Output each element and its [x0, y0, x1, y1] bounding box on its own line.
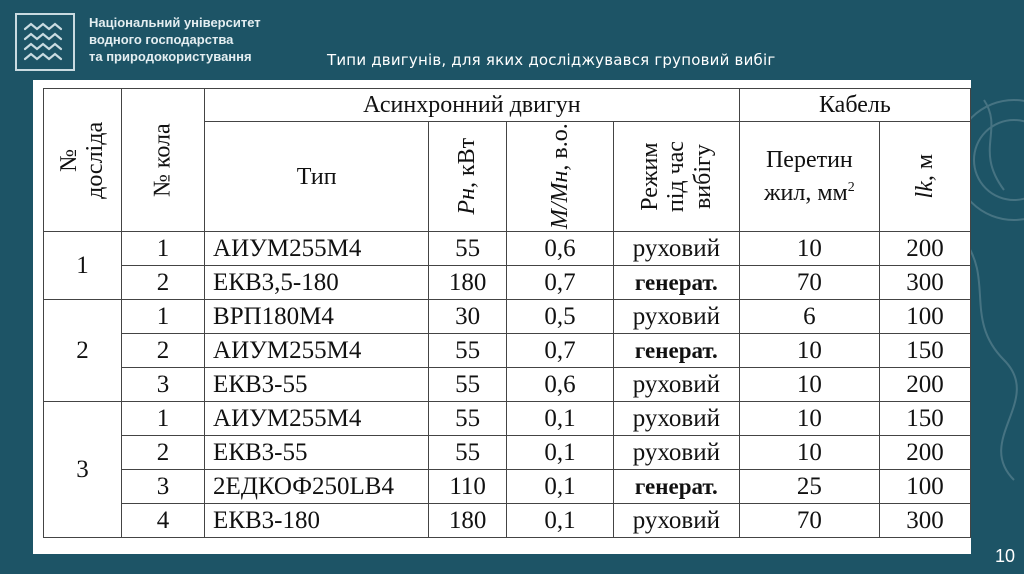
cell-mode: генерат.	[613, 334, 739, 368]
cell-power: 180	[429, 266, 507, 300]
university-name-line: водного господарства	[89, 32, 234, 47]
cell-power: 55	[429, 334, 507, 368]
waves-icon	[17, 15, 73, 69]
cell-section: 25	[739, 470, 879, 504]
cell-section: 10	[739, 436, 879, 470]
cell-torque: 0,7	[507, 266, 614, 300]
header-mode-line: Режим	[636, 142, 663, 211]
cell-circuit: 1	[121, 232, 204, 266]
cell-circuit: 2	[121, 266, 204, 300]
header-circuit-text: № кола	[149, 123, 176, 197]
cell-length: 150	[879, 402, 970, 436]
cell-circuit: 3	[121, 470, 204, 504]
cell-type: ЕКВ3-55	[205, 368, 429, 402]
header-section-sup: 2	[847, 179, 855, 195]
cell-power: 30	[429, 300, 507, 334]
cell-torque: 0,1	[507, 470, 614, 504]
cell-length: 300	[879, 504, 970, 538]
header-circuit	[121, 89, 204, 232]
cell-length: 300	[879, 266, 970, 300]
cell-circuit: 3	[121, 368, 204, 402]
header-experiment	[44, 89, 122, 232]
cell-mode: руховий	[613, 436, 739, 470]
header-torque	[507, 122, 614, 232]
header-section-line: жил, мм	[763, 179, 848, 206]
cell-torque: 0,1	[507, 504, 614, 538]
header-torque-symbol: М/Мн	[546, 170, 573, 230]
cell-experiment: 3	[44, 402, 122, 538]
cell-type: АИУМ255М4	[205, 402, 429, 436]
cell-length: 100	[879, 300, 970, 334]
university-logo	[15, 13, 75, 71]
table-row	[44, 436, 971, 470]
cell-circuit: 4	[121, 504, 204, 538]
header-power-unit: , кВт	[454, 138, 481, 189]
header-length-symbol: lk	[911, 181, 938, 199]
header-cable-group: Кабель	[739, 89, 970, 122]
cell-type: ВРП180М4	[205, 300, 429, 334]
cell-length: 200	[879, 368, 970, 402]
header-mode-line: під час	[663, 140, 690, 213]
header-section	[739, 122, 879, 232]
cell-power: 55	[429, 436, 507, 470]
cell-type: ЕКВ3,5-180	[205, 266, 429, 300]
header-mode-line: вибігу	[689, 144, 716, 209]
header-power-symbol: Рн	[454, 188, 481, 215]
table-row	[44, 368, 971, 402]
cell-mode: руховий	[613, 232, 739, 266]
cell-power: 110	[429, 470, 507, 504]
cell-experiment: 1	[44, 232, 122, 300]
cell-power: 55	[429, 368, 507, 402]
cell-type: 2ЕДКОФ250LB4	[205, 470, 429, 504]
cell-length: 150	[879, 334, 970, 368]
cell-circuit: 2	[121, 334, 204, 368]
table-row	[44, 504, 971, 538]
cell-section: 70	[739, 266, 879, 300]
cell-mode: генерат.	[613, 266, 739, 300]
cell-mode: руховий	[613, 402, 739, 436]
cell-type: ЕКВ3-180	[205, 504, 429, 538]
cell-experiment: 2	[44, 300, 122, 402]
cell-power: 180	[429, 504, 507, 538]
university-name	[89, 14, 261, 65]
page-number: 10	[994, 546, 1015, 566]
table-body	[44, 232, 971, 538]
cell-section: 10	[739, 402, 879, 436]
header-experiment-line: №	[56, 148, 83, 172]
cell-circuit: 1	[121, 300, 204, 334]
cell-section: 6	[739, 300, 879, 334]
cell-torque: 0,5	[507, 300, 614, 334]
cell-section: 70	[739, 504, 879, 538]
cell-length: 200	[879, 232, 970, 266]
slide-title: Типи двигунів, для яких досліджувався груповий вибіг	[327, 51, 776, 69]
cell-power: 55	[429, 232, 507, 266]
cell-circuit: 2	[121, 436, 204, 470]
table-row	[44, 470, 971, 504]
cell-torque: 0,6	[507, 232, 614, 266]
header-length-unit: , м	[911, 154, 938, 182]
cell-power: 55	[429, 402, 507, 436]
cell-type: ЕКВ3-55	[205, 436, 429, 470]
table-row	[44, 266, 971, 300]
table-row	[44, 300, 971, 334]
table-row	[44, 334, 971, 368]
table-row	[44, 402, 971, 436]
cell-section: 10	[739, 232, 879, 266]
header-mode	[613, 122, 739, 232]
cell-mode: руховий	[613, 504, 739, 538]
header-power	[429, 122, 507, 232]
cell-torque: 0,7	[507, 334, 614, 368]
university-name-line: та природокористування	[89, 49, 252, 64]
cell-length: 100	[879, 470, 970, 504]
header-experiment-line: досліда	[82, 121, 109, 199]
header-section-line: Перетин	[765, 147, 853, 174]
cell-torque: 0,1	[507, 436, 614, 470]
table-panel	[33, 80, 971, 554]
cell-mode: руховий	[613, 300, 739, 334]
university-name-line: Національний університет	[89, 15, 261, 30]
cell-type: АИУМ255М4	[205, 232, 429, 266]
header-motor-group: Асинхронний двигун	[205, 89, 740, 122]
cell-torque: 0,6	[507, 368, 614, 402]
header-torque-unit: , в.о.	[546, 123, 573, 171]
cell-section: 10	[739, 334, 879, 368]
cell-mode: генерат.	[613, 470, 739, 504]
table-row	[44, 232, 971, 266]
cell-type: АИУМ255М4	[205, 334, 429, 368]
cell-length: 200	[879, 436, 970, 470]
cell-mode: руховий	[613, 368, 739, 402]
header-length	[879, 122, 970, 232]
motors-table	[43, 88, 971, 538]
cell-section: 10	[739, 368, 879, 402]
cell-circuit: 1	[121, 402, 204, 436]
cell-torque: 0,1	[507, 402, 614, 436]
header-type: Тип	[205, 122, 429, 232]
